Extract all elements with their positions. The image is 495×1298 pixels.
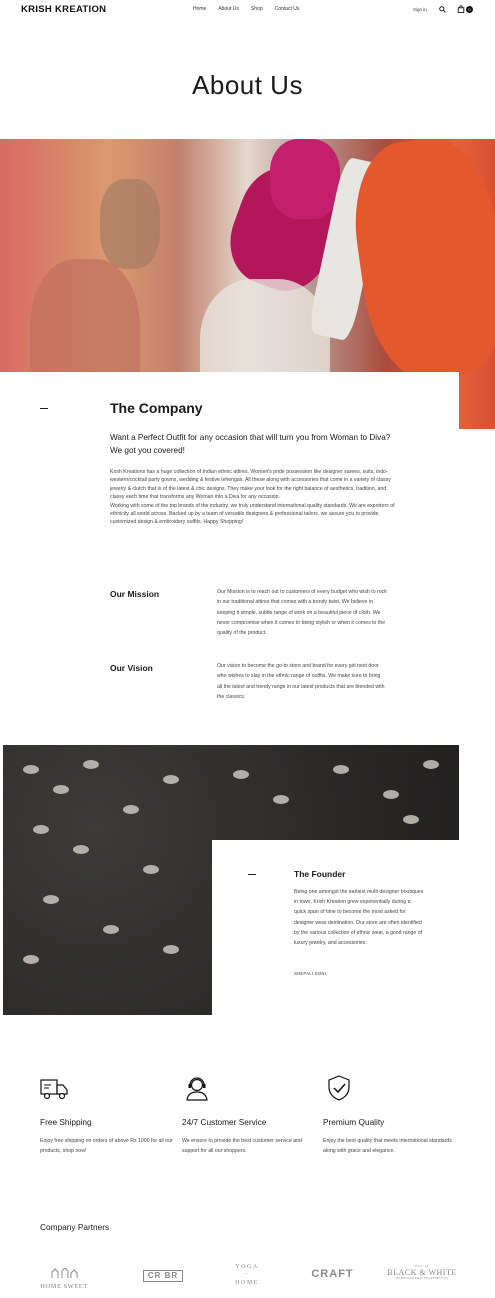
truck-icon [40, 1076, 68, 1102]
search-icon[interactable] [439, 6, 446, 13]
founder-name: SHEFALI SONI [294, 971, 327, 976]
nav-contact-us[interactable]: Contact Us [274, 6, 300, 12]
partner-logo-home-sweet [38, 1265, 90, 1290]
company-description [110, 468, 396, 527]
house-icon [49, 1268, 79, 1278]
main-nav [193, 6, 311, 12]
partner-logo-black-white [386, 1264, 458, 1280]
partner-name-top: YOGA [235, 1264, 259, 1270]
partner-est: EST 18 [415, 1264, 429, 1268]
feature-title: Premium Quality [323, 1117, 385, 1127]
sign-in-link[interactable]: Sign in [413, 7, 427, 12]
company-lead: Want a Perfect Outfit for any occasion that will turn you from Woman to Diva? We got you covered! [110, 433, 391, 455]
partner-name: HOME SWEET [40, 1283, 88, 1290]
company-heading: The Company [110, 400, 203, 416]
section-dash [248, 874, 256, 875]
founder-text: Being one amongst the earliest multi designer boutiques in town, Krish Kreation grew exponentially during a quick span of time to become the most asked for designer wear destination. Our store are often identified by the various collection of ethnic wear, a good range of luxury jewelry, and accessories. [294, 889, 424, 947]
mission-heading: Our Mission [110, 589, 160, 599]
company-para-1: Krish Kreations has a huge collection of Indian ethnic attires. Women's pride possession like designer sarees, suits, indo-western/cocktail party gowns, wedding & festive lehengas. All these along with accessories that come in a variety of classy jewelry & clutch that is of the latest & chic designs. They make your look for the right balance of aesthetics, tradition, and classy each time that transforms any Woman into a Diva for any occasion. [110, 469, 391, 501]
feature-title: 24/7 Customer Service [182, 1117, 267, 1127]
page-title: About Us [192, 70, 303, 100]
nav-home[interactable]: Home [193, 6, 207, 12]
partner-name: BLACK & WHITE [387, 1268, 457, 1277]
support-agent-icon [183, 1075, 211, 1101]
partner-logo-craft: CRAFT [311, 1268, 354, 1280]
nav-shop[interactable]: Shop [250, 6, 263, 12]
shopping-bag-icon[interactable] [457, 5, 465, 13]
feature-title: Free Shipping [40, 1117, 92, 1127]
founder-heading: The Founder [294, 869, 346, 879]
site-logo[interactable]: KRISH KREATION [21, 4, 107, 15]
nav-about-us[interactable]: About Us [218, 6, 239, 12]
section-dash [40, 408, 48, 409]
partner-divider: ~ [244, 1272, 250, 1277]
partner-tagline: HANDFOLD CRAFTED PRODUCTS [396, 1277, 448, 1280]
company-para-2: Working with some of the top brands of the industry, we truly understand international quality standards. We are exporters of ethnicity all world across. Backed up by a team of versatile designers & professional tailors, we assure you to provide customized design & embroidery outfits. Happy Shopping! [110, 502, 395, 526]
shield-check-icon [325, 1075, 353, 1101]
partner-name-bottom: HOME [235, 1280, 259, 1286]
feature-text: We ensure to provide the best customer service and support for all our shoppers. [182, 1138, 302, 1154]
partner-logo-yoga-home [232, 1263, 262, 1287]
vision-text: Our vision to become the go-to store and brand for every girl next door who wishes to slay in the ethnic range of outfits. We make sure to bring all the latest and trendy range in our latest products that are blended with the classics. [217, 663, 385, 700]
vision-heading: Our Vision [110, 663, 153, 673]
cart-count-badge: 0 [466, 6, 473, 13]
feature-text: Enjoy free shipping on orders of above Rs 1000 for all our products, shop now! [40, 1138, 173, 1154]
partners-heading: Company Partners [40, 1222, 110, 1232]
feature-text: Enjoy the best quality that meets international standards along with grace and elegance. [323, 1138, 452, 1154]
partner-logo-crbr: CR BR [143, 1270, 183, 1282]
mission-text: Our Mission is to reach out to customers of every budget who wish to rock in our traditional attires that comes with a trendy twist. We believe in keeping it simple, subtle range of work on a beautiful piece of cloth. We never compromise when it comes to being stylish or when it comes to the quality of the product. [217, 589, 387, 637]
